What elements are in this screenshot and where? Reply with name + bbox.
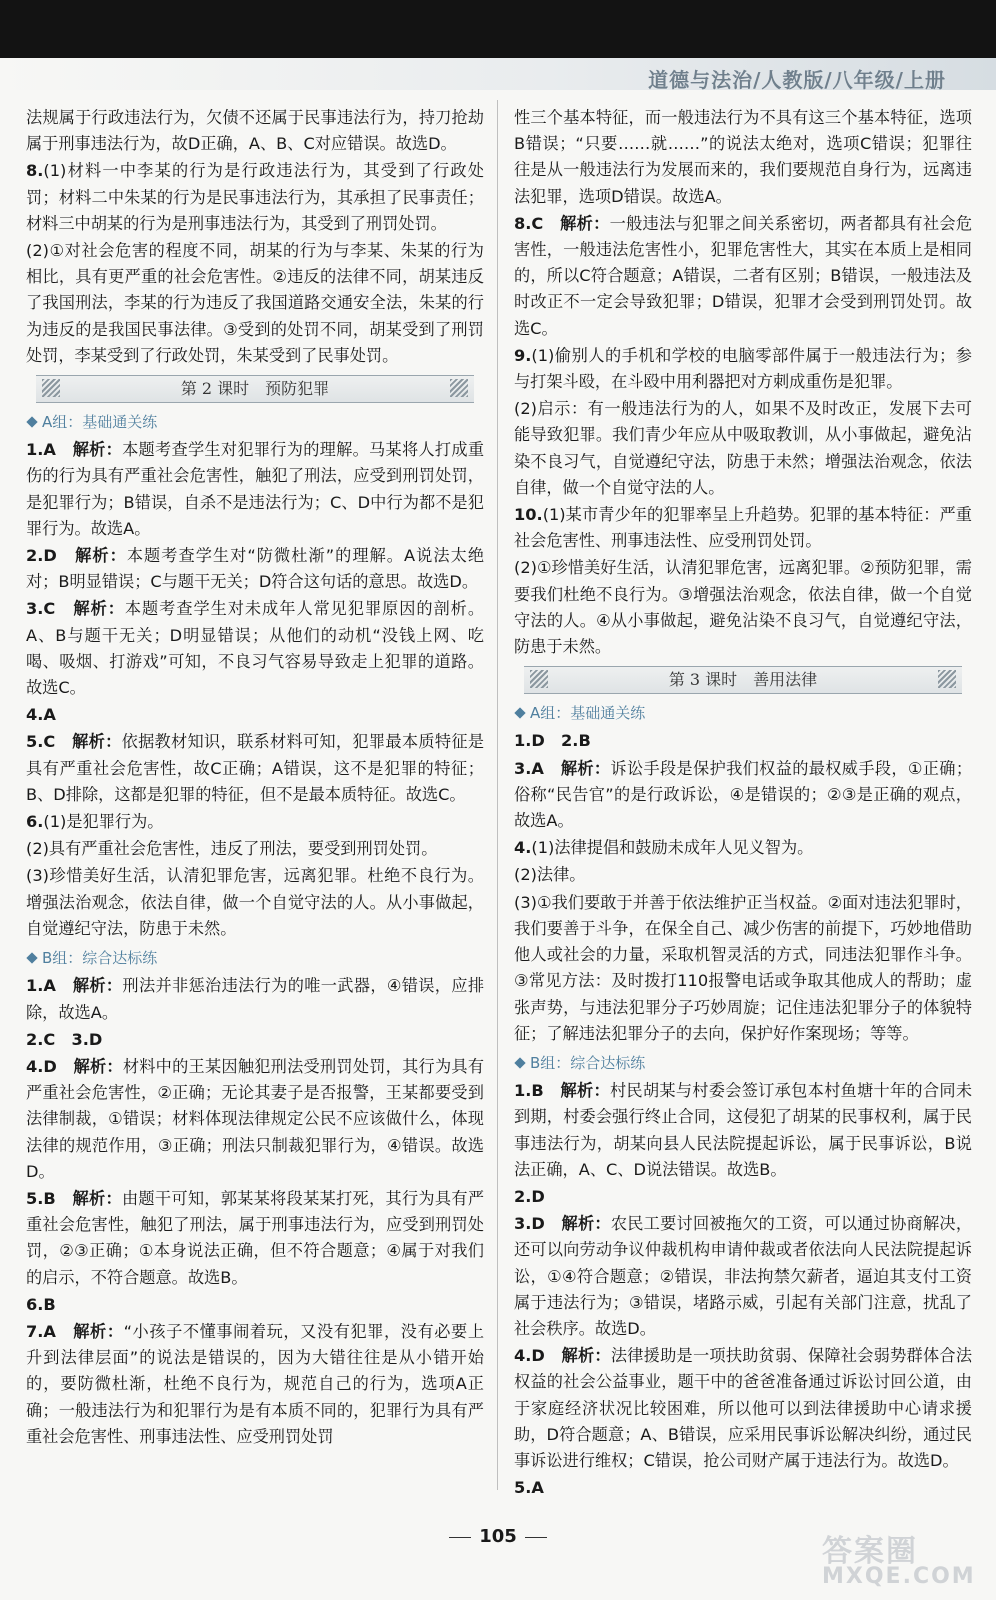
item-text: 法律援助是一项扶助贫弱、保障社会弱势群体合法权益的社会公益事业，题干中的爸爸准备通过诉讼讨回公道，由于家庭经济状况比较困难，所以他可以到法律援助中心请求援助，D符合题意；A、B错误，应采用民事诉讼解决纠纷，通过民事诉讼进行维权；C错误，抢公司财产属于违法行为。故选D。 [514, 1346, 973, 1470]
analysis-label: 解析： [72, 440, 123, 460]
answer-subpart: (3)珍惜美好生活，认清犯罪危害，远离犯罪。杜绝不良行为。增强法治观念，依法自律，做一个自觉守法的人。从小事做起，自觉遵纪守法，防患于未然。 [26, 866, 484, 938]
item-text: (1)偷别人的手机和学校的电脑零部件属于一般违法行为；参与打架斗殴，在斗殴中用利器把对方刺成重伤是犯罪。 [514, 345, 972, 392]
continued-text: 性三个基本特征，而一般违法行为不具有这三个基本特征，选项B错误；“只要……就……”的说法太绝对，选项C错误；犯罪往往是从一般违法行为发展而来的，我们要规范自身行为，远离违法犯罪，选项D错误。故选A。 [514, 108, 972, 206]
answer-item-short: 1.D 2.B [514, 731, 591, 751]
item-number: 7. [26, 1321, 44, 1341]
item-number: 5. [26, 1188, 44, 1208]
column-divider [497, 100, 498, 1490]
watermark-top: 答案圈 [822, 1534, 918, 1569]
diamond-icon [514, 1057, 525, 1068]
group-label: B组：综合达标练 [42, 949, 158, 968]
answer-item [514, 835, 972, 861]
left-column [26, 105, 484, 1451]
item-number: 1. [26, 976, 44, 996]
item-answer: B [531, 1081, 544, 1101]
answer-subpart: (2)①珍惜美好生活，认清犯罪危害，远离犯罪。②预防犯罪，需要我们杜绝不良行为。③增强法治观念，依法自律，做一个自觉守法的人。④从小事做起，避免沾染不良习气，自觉遵纪守法，防患于未然。 [514, 558, 972, 657]
item-text: (1)法律提倡和鼓励未成年人见义智为。 [531, 838, 814, 858]
answer-item [514, 1343, 972, 1474]
item-number: 9. [514, 345, 532, 365]
answer-item [26, 702, 484, 728]
answer-item [514, 1078, 972, 1183]
answer-item [514, 1211, 972, 1342]
answer-item [514, 756, 972, 835]
analysis-label: 解析： [560, 758, 611, 778]
group-label: A组：基础通关练 [42, 413, 158, 432]
group-heading-a [26, 409, 484, 435]
right-column [514, 105, 972, 1502]
item-answer: A [531, 1478, 544, 1498]
item-text: 由题干可知，郭某某将段某某打死，其行为具有严重社会危害性，触犯了刑法，属于刑事违法行为，应受到刑罚处罚，②③正确；①本身说法正确，但不符合题意；④属于对我们的启示，不符合题意。故选B。 [26, 1188, 485, 1287]
item-text: 本题考查学生对“防微杜渐”的理解。A说法太绝对；B明显错误；C与题干无关；D符合这句话的意思。故选D。 [26, 546, 485, 592]
item-text: 依据教材知识，联系材料可知，犯罪最本质特征是具有严重社会危害性，故C正确；A错误，这不是犯罪的特征；B、D排除，这都是犯罪的特征，但不是最本质特征。故选C。 [26, 732, 485, 804]
item-answer: C [531, 213, 544, 233]
item-number: 3. [514, 758, 532, 778]
item-number: 1. [514, 1081, 532, 1101]
item-text: 本题考查学生对犯罪行为的理解。马某将人打成重伤的行为具有严重社会危害性，触犯了刑法，应受到刑罚处罚，是犯罪行为；B错误，自杀不是违法行为；C、D中行为都不是犯罪行为。故选A。 [26, 440, 485, 538]
item-number: 4. [514, 838, 532, 858]
item-number: 4. [26, 705, 44, 725]
lesson-banner: 第 2 课时 预防犯罪 [36, 375, 474, 403]
item-text: (1)材料一中李某的行为是行政违法行为，其受到了行政处罚；材料二中朱某的行为是民事违法行为，其承担了民事责任；材料三中胡某的行为是刑事违法行为，其受到了刑罚处罚。 [26, 161, 484, 233]
lesson-banner: 第 3 课时 善用法律 [524, 666, 962, 694]
group-heading-b [514, 1050, 972, 1076]
item-number: 6. [26, 1294, 44, 1314]
item-text: “小孩子不懂事闹着玩，又没有犯罪，没有必要上升到法律层面”的说法是错误的，因为大错往往是从小错开始的，要防微杜渐，杜绝不良行为，规范自己的行为，选项A正确；一般违法行为和犯罪行为是有本质不同的，犯罪行为具有严重社会危害性、刑事违法性、应受刑罚处罚 [26, 1321, 485, 1446]
watermark-logo [822, 1526, 982, 1594]
answer-item [26, 1054, 484, 1185]
answer-item [26, 437, 484, 542]
analysis-label: 解析： [560, 213, 610, 233]
item-answer: C [43, 732, 56, 752]
item-text: (1)某市青少年的犯罪率呈上升趋势。犯罪的基本特征：严重社会危害性、刑事违法性、应受刑罚处罚。 [514, 505, 972, 551]
item-answer: A [43, 976, 56, 996]
item-answer: C [43, 599, 56, 619]
item-answer: A [43, 1321, 56, 1341]
answer-item-8-part2: (2)①对社会危害的程度不同，胡某的行为与李某、朱某的行为相比，具有更严重的社会危害性。②违反的法律不同，胡某违反了我国刑法，李某的行为违反了我国道路交通安全法，朱某的行为违反的是我国民事法律。③受到的处罚不同，胡某受到了刑罚处罚，李某受到了行政处罚，朱某受到了民事处罚。 [26, 241, 484, 365]
answer-item [514, 1475, 972, 1501]
answer-item [26, 809, 484, 835]
diamond-icon [514, 708, 525, 719]
analysis-label: 解析： [72, 976, 123, 996]
item-text: 刑法并非惩治违法行为的唯一武器，④错误，应排除，故选A。 [26, 976, 485, 1022]
item-number: 1. [26, 440, 44, 460]
item-answer: A [43, 440, 56, 460]
answer-item [514, 343, 972, 395]
item-answer: D [43, 1056, 57, 1076]
diamond-icon [26, 952, 37, 963]
item-text: 一般违法与犯罪之间关系密切，两者都具有社会危害性，一般违法危害性小，犯罪危害性大，其实在本质上是相同的，所以C符合题意；A错误，二者有区别；B错误，一般违法及时改正不一定会导致犯罪；D错误，犯罪才会受到刑罚处罚。故选C。 [514, 213, 973, 338]
footer-dash [525, 1537, 547, 1538]
item-number: 5. [514, 1478, 532, 1498]
continued-text: 法规属于行政违法行为，欠债不还属于民事违法行为，持刀抢劫属于刑事违法行为，故D正确，A、B、C对应错误。故选D。 [26, 108, 484, 154]
answer-subpart: (2)法律。 [514, 865, 586, 885]
item-answer: A [43, 705, 56, 725]
answer-item [26, 1292, 484, 1318]
item-text: 材料中的王某因触犯刑法受刑罚处罚，其行为具有严重社会危害性，②正确；无论其妻子是否报警，王某都要受到法律制裁，①错误；材料体现法律规定公民不应该做什么，体现法律的规范作用，③正确；刑法只制裁犯罪行为，④错误。故选D。 [26, 1056, 485, 1181]
item-number: 4. [26, 1056, 44, 1076]
answer-item-8 [26, 158, 484, 237]
item-number: 6. [26, 812, 44, 832]
analysis-label: 解析： [561, 1214, 611, 1234]
item-answer: D [43, 546, 57, 566]
item-number: 8. [26, 161, 44, 181]
answer-item [26, 729, 484, 808]
answer-item [514, 1184, 972, 1210]
item-answer: B [43, 1294, 56, 1314]
answer-item-short: 2.C 3.D [26, 1029, 103, 1049]
item-number: 8. [514, 213, 532, 233]
item-answer: D [531, 1214, 545, 1234]
analysis-label: 解析： [73, 599, 125, 619]
answer-subpart: (3)①我们要敢于并善于依法维护正当权益。②面对违法犯罪时，我们要善于斗争，在保全自己、减少伤害的前提下，巧妙地借助他人或社会的力量，采取机智灵活的方式，同违法犯罪作斗争。③常见方法：及时拨打110报警电话或争取其他成人的帮助；虚张声势，与违法犯罪分子巧妙周旋；记住违法犯罪分子的体貌特征；了解违法犯罪分子的去向，保护好作案现场；等等。 [514, 892, 972, 1043]
item-number: 10. [514, 505, 543, 525]
item-number: 3. [514, 1214, 532, 1234]
item-number: 5. [26, 732, 44, 752]
header-title: 道德与法治/人教版/八年级/上册 [648, 68, 946, 92]
item-text: 村民胡某与村委会签订承包本村鱼塘十年的合同未到期，村委会强行终止合同，这侵犯了胡某的民事权利，属于民事违法行为，胡某向县人民法院提起诉讼，属于民事诉讼，B说法正确，A、C、D说法错误。故选B。 [514, 1081, 973, 1179]
item-answer: B [43, 1188, 56, 1208]
item-number: 2. [26, 546, 44, 566]
item-answer: D [531, 1346, 545, 1366]
analysis-label: 解析： [561, 1346, 611, 1366]
answer-item [26, 596, 484, 701]
page-number: 105 [479, 1526, 517, 1547]
diamond-icon [26, 416, 37, 427]
analysis-label: 解析： [560, 1081, 610, 1101]
item-text: (1)是犯罪行为。 [43, 812, 164, 832]
analysis-label: 解析： [73, 1321, 124, 1341]
answer-item [26, 973, 484, 1025]
answer-subpart: (2)启示：有一般违法行为的人，如果不及时改正，发展下去可能导致犯罪。我们青少年应从中吸取教训，从小事做起，避免沾染不良习气，自觉遵纪守法，防患于未然；增强法治观念，依法自律，做一个自觉守法的人。 [514, 399, 972, 497]
item-answer: A [531, 758, 544, 778]
item-number: 3. [26, 599, 44, 619]
answer-subpart: (2)具有严重社会危害性，违反了刑法，要受到刑罚处罚。 [26, 839, 438, 859]
item-text: 农民工要讨回被拖欠的工资，可以通过协商解决，还可以向劳动争议仲裁机构申请仲裁或者依法向人民法院提起诉讼，①④符合题意；②错误，非法拘禁欠薪者，逼迫其支付工资属于违法行为；③错误，堵路示威，引起有关部门注意，扰乱了社会秩序。故选D。 [514, 1214, 973, 1338]
answer-item [514, 502, 972, 554]
watermark-bottom: MXQE.COM [822, 1564, 976, 1589]
item-number: 2. [514, 1186, 532, 1206]
analysis-label: 解析： [75, 546, 127, 566]
answer-item [26, 1186, 484, 1291]
footer-dash [449, 1537, 471, 1538]
answer-item [26, 543, 484, 595]
group-heading-b [26, 945, 484, 971]
item-text: 本题考查学生对未成年人常见犯罪原因的剖析。A、B与题干无关；D明显错误；从他们的动机“没钱上网、吃喝、吸烟、打游戏”可知，不良习气容易导致走上犯罪的道路。故选C。 [26, 599, 485, 698]
item-text: 诉讼手段是保护我们权益的最权威手段，①正确；俗称“民告官”的是行政诉讼，④是错误的；②③是正确的观点，故选A。 [514, 758, 973, 831]
group-label: B组：综合达标练 [530, 1053, 646, 1072]
analysis-label: 解析： [73, 1056, 123, 1076]
item-answer: D [531, 1186, 545, 1206]
answer-item [26, 1319, 484, 1450]
answer-item [514, 211, 972, 342]
group-label: A组：基础通关练 [530, 704, 646, 723]
item-number: 4. [514, 1346, 532, 1366]
analysis-label: 解析： [72, 732, 122, 752]
group-heading-a [514, 700, 972, 726]
analysis-label: 解析： [72, 1188, 122, 1208]
top-black-bar [0, 0, 996, 58]
